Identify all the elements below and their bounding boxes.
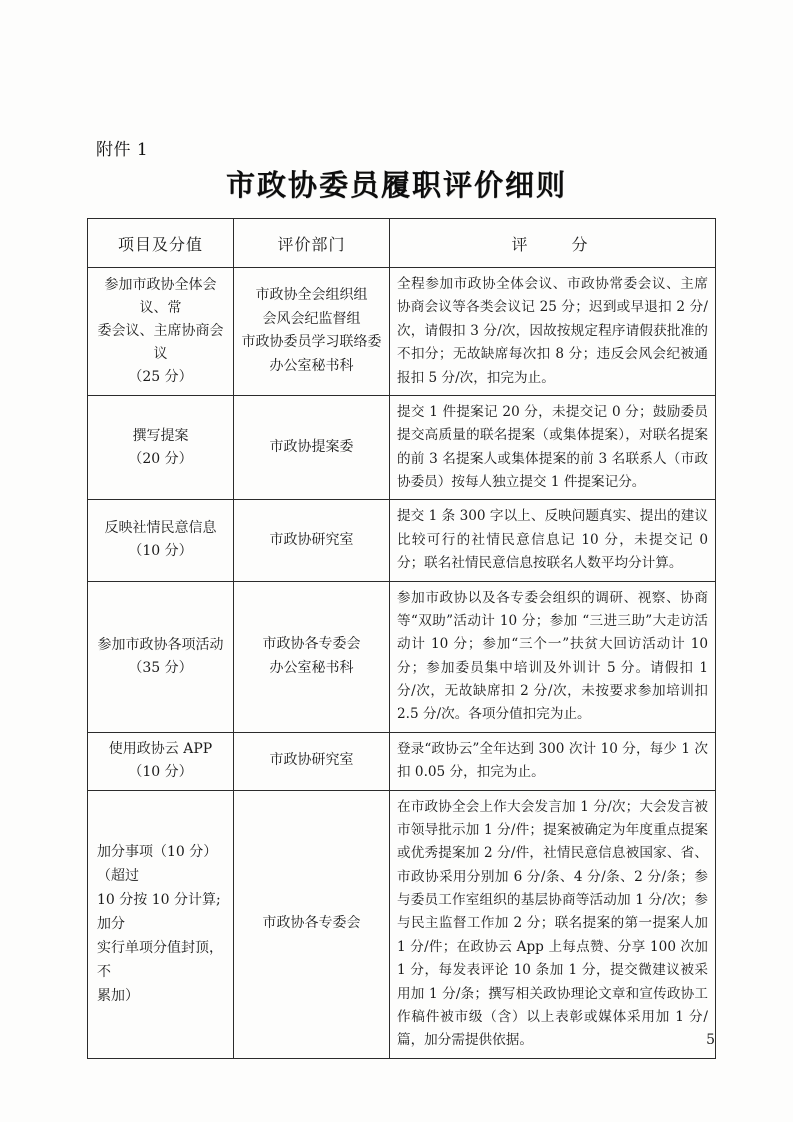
attachment-label: 附件 1 (96, 140, 149, 160)
cell-department (234, 732, 390, 790)
cell-department (234, 581, 390, 732)
table-body (88, 268, 716, 1059)
cell-department-line: 市政协研究室 (269, 752, 354, 769)
cell-score: 提交 1 件提案记 20 分，未提交记 0 分；鼓励委员提交高质量的联名提案（或集体提案），对联名提案的前 3 名提案人或集体提案的前 3 名联系人（市政协委员）按每人独立提交 1 件提案记分。 (390, 395, 716, 500)
evaluation-criteria-table (87, 218, 716, 1059)
table-row (88, 500, 716, 581)
cell-item-line: 参加市政协各项活动 (97, 636, 224, 653)
cell-score: 提交 1 条 300 字以上、反映问题真实、提出的建议比较可行的社情民意信息记 10 分，未提交记 0 分；联名社情民意信息按联名人数平均分计算。 (390, 500, 716, 581)
cell-item-line: （25 分） (128, 369, 193, 386)
cell-score: 全程参加市政协全体会议、市政协常委会议、主席协商会议等各类会议记 25 分；迟到或早退扣 2 分/次，请假扣 3 分/次，因故按规定程序请假获批准的不扣分；无故缺席每次扣 8 分；违反会风会纪被通报扣 5 分/次，扣完为止。 (390, 268, 716, 396)
column-header-score-text: 评 分 (511, 234, 602, 254)
cell-item (88, 790, 234, 1058)
cell-item (88, 732, 234, 790)
column-header-score (390, 219, 716, 268)
table-row (88, 395, 716, 500)
cell-item (88, 268, 234, 396)
column-header-item: 项目及分值 (88, 219, 234, 268)
page-title: 市政协委员履职评价细则 (225, 168, 567, 202)
table-row (88, 790, 716, 1058)
cell-item-line: 10 分按 10 分计算;加分 (97, 891, 221, 933)
cell-department-line: 市政协提案委 (269, 438, 354, 455)
cell-score: 在市政协全会上作大会发言加 1 分/次；大会发言被市领导批示加 1 分/件；提案被确定为年度重点提案或优秀提案加 2 分/件，社情民意信息被国家、省、市政协采用分别加 6 分/条、4 分/条、2 分/条；参与委员工作室组织的基层协商等活动加 1 分/次；参与民主监督工作加 2 分；联名提案的第一提案人加 1 分/件；在政协云 App 上每点赞、分享 100 次加 1 分，每发表评论 10 条加 1 分，提交微建议被采用加 1 分/条；撰写相关政协理论文章和宣传政协工作稿件被市级（含）以上表彰或媒体采用加 1 分/篇，加分需提供依据。 (390, 790, 716, 1058)
cell-department-line: 市政协全会组织组 (255, 286, 368, 303)
cell-department-line: 市政协各专委会 (262, 915, 361, 932)
cell-item-line: 加分事项（10 分）（超过 (97, 843, 218, 884)
table-row (88, 268, 716, 396)
cell-department-line: 会风会纪监督组 (262, 310, 361, 327)
cell-item-line: 使用政协云 APP (108, 741, 213, 758)
cell-department (234, 790, 390, 1058)
cell-department-line: 办公室秘书科 (269, 358, 354, 375)
cell-department (234, 395, 390, 500)
page-number: 5 (706, 1032, 715, 1048)
cell-score: 登录“政协云”全年达到 300 次计 10 分，每少 1 次扣 0.05 分，扣完为止。 (390, 732, 716, 790)
cell-item (88, 581, 234, 732)
cell-item (88, 500, 234, 581)
table-row (88, 581, 716, 732)
table-row (88, 732, 716, 790)
cell-item-line: 撰写提案 (132, 427, 189, 444)
cell-department (234, 500, 390, 581)
cell-item-line: （10 分） (128, 764, 193, 781)
cell-department-line: 市政协各专委会 (262, 635, 361, 652)
cell-department (234, 268, 390, 396)
cell-department-line: 市政协委员学习联络委 (241, 334, 382, 351)
cell-item-line: 委会议、主席协商会议 (97, 322, 224, 362)
cell-item-line: 累加） (97, 988, 139, 1005)
cell-item-line: （10 分） (128, 543, 193, 560)
cell-item-line: 参加市政协全体会议、常 (104, 276, 217, 316)
cell-item-line: 反映社情民意信息 (104, 520, 217, 537)
cell-item (88, 395, 234, 500)
cell-item-line: （35 分） (128, 659, 193, 676)
table-header-row (88, 219, 716, 268)
cell-item-line: （20 分） (128, 450, 193, 467)
cell-item-line: 实行单项分值封顶，不 (97, 940, 223, 981)
column-header-department: 评价部门 (234, 219, 390, 268)
cell-department-line: 市政协研究室 (269, 531, 354, 548)
cell-score: 参加市政协以及各专委会组织的调研、视察、协商等“双助”活动计 10 分；参加 “三进三助”大走访活动计 10 分；参加“三个一”扶贫大回访活动计 10 分；参加委员集中培训及外训计 5 分。请假扣 1 分/次，无故缺席扣 2 分/次，未按要求参加培训扣 2.5 分/次。各项分值扣完为止。 (390, 581, 716, 732)
cell-department-line: 办公室秘书科 (269, 659, 354, 676)
